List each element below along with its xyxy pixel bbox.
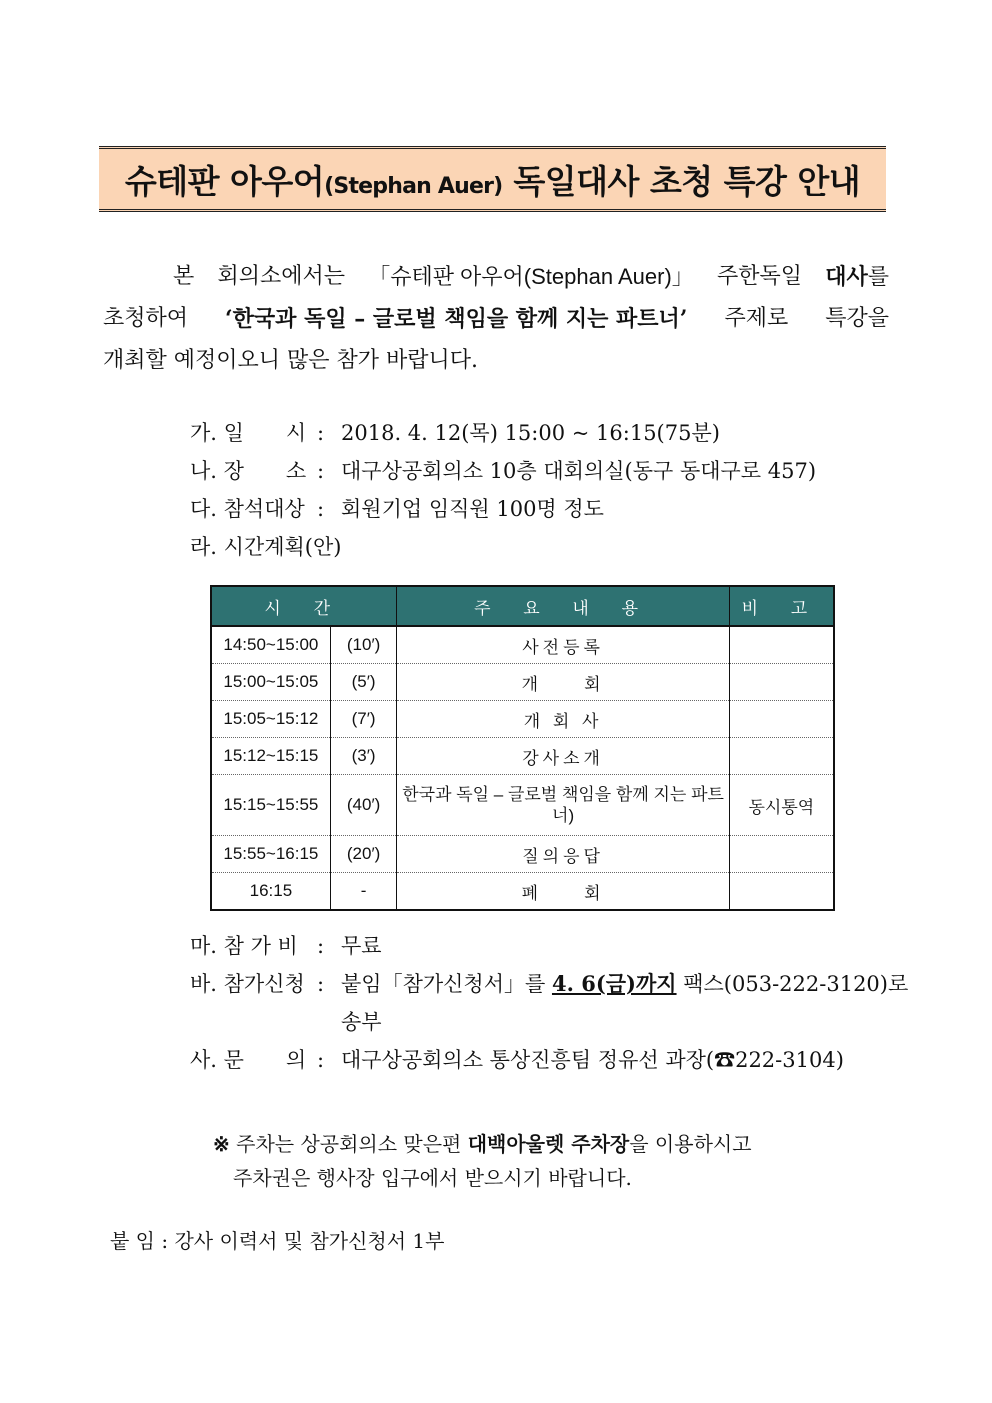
attachment-line: 붙 임 : 강사 이력서 및 참가신청서 1부: [110, 1229, 445, 1253]
row-note: [729, 626, 834, 664]
table-header-row: [211, 586, 834, 626]
row-note: [729, 738, 834, 775]
detail-value: 대구상공회의소 통상진흥팀 정유선 과장(☎222-3104): [341, 1048, 844, 1072]
title-part1: 슈테판 아우어: [124, 161, 325, 201]
event-details: [190, 417, 816, 569]
intro-word: 를: [867, 265, 889, 290]
row-duration: (40′): [330, 775, 397, 836]
row-duration: -: [330, 873, 397, 911]
detail-row-schedule: [190, 531, 816, 569]
row-content: 개 회 사: [397, 701, 729, 738]
note-mark: ※: [213, 1132, 230, 1156]
intro-word: 회의소에서는: [217, 264, 345, 289]
row-content: 개 회: [397, 664, 729, 701]
intro-closing: 개최할 예정이오니 많은 참가 바랍니다.: [103, 348, 478, 373]
table-row: [211, 701, 834, 738]
detail-key: 다. 참석대상: [190, 497, 305, 521]
table-row: [211, 664, 834, 701]
row-duration: (3′): [330, 738, 397, 775]
detail-row-datetime: 가. 일 시 : 2018. 4. 12(목) 15:00 ~ 16:15(75분): [190, 417, 816, 455]
detail-key: 나. 장 소: [190, 459, 307, 483]
note-text-2: 주차권은 행사장 입구에서 받으시기 바랍니다.: [233, 1166, 632, 1190]
intro-word: 주한독일: [717, 264, 803, 289]
row-duration: (20′): [330, 836, 397, 873]
detail-row-apply: 바. 참가신청 : 붙임「참가신청서」를 4. 6(금)까지 팩스(053-222-3120)로: [190, 968, 908, 1006]
schedule-table: [210, 585, 835, 911]
row-note: [729, 836, 834, 873]
row-content: 질의응답: [397, 836, 729, 873]
detail-value: 회원기업 임직원 100명 정도: [341, 497, 604, 521]
row-note: [729, 701, 834, 738]
detail-row-attendees: 다. 참석대상 : 회원기업 임직원 100명 정도: [190, 493, 816, 531]
row-time: 15:15~15:55: [211, 775, 330, 836]
parking-note: [213, 1127, 752, 1195]
detail-value: [341, 968, 908, 998]
detail-row-fee: 마. 참 가 비 : 무료: [190, 930, 908, 968]
detail-value: 2018. 4. 12(목) 15:00 ~ 16:15(75분): [341, 421, 720, 445]
detail-key: 사. 문 의: [190, 1048, 307, 1072]
speaker-name: 「슈테판 아우어(Stephan Auer)」: [368, 264, 694, 289]
speaker-title: 대사: [825, 264, 868, 290]
apply-text: 붙임「참가신청서」를: [341, 972, 552, 996]
detail-value: 무료: [341, 934, 382, 958]
detail-value: 대구상공회의소 10층 대회의실(동구 동대구로 457): [341, 459, 817, 483]
table-row: [211, 775, 834, 836]
detail-row-apply-cont: [190, 1006, 908, 1044]
title-part2: 독일대사 초청 특강 안내: [502, 161, 861, 201]
apply-fax: 팩스(053-222-3120)로: [676, 972, 909, 996]
title-banner: [99, 146, 886, 212]
detail-row-contact: 사. 문 의 : 대구상공회의소 통상진흥팀 정유선 과장(☎222-3104): [190, 1044, 908, 1082]
header-time: 시 간: [211, 586, 397, 626]
row-note: [729, 664, 834, 701]
detail-key: 바. 참가신청: [190, 972, 305, 996]
row-duration: (10′): [330, 626, 397, 664]
detail-key: 마. 참 가 비: [190, 934, 298, 958]
detail-key: 라. 시간계획(안): [190, 535, 342, 559]
intro-word: 본: [173, 264, 195, 289]
detail-row-venue: 나. 장 소 : 대구상공회의소 10층 대회의실(동구 동대구로 457): [190, 455, 816, 493]
apply-deadline: 4. 6(금)까지: [551, 971, 677, 996]
table-row: [211, 836, 834, 873]
table-row: [211, 738, 834, 775]
row-note: [729, 873, 834, 911]
row-content: 폐 회: [397, 873, 729, 911]
row-note: 동시통역: [729, 775, 834, 836]
row-content: 한국과 독일 – 글로벌 책임을 함께 지는 파트너): [397, 775, 729, 836]
row-content: 강사소개: [397, 738, 729, 775]
row-duration: (5′): [330, 664, 397, 701]
row-time: 14:50~15:00: [211, 626, 330, 664]
row-duration: (7′): [330, 701, 397, 738]
row-time: 15:00~15:05: [211, 664, 330, 701]
intro-word: 특강을: [825, 306, 889, 331]
note-text: 주차는 상공회의소 맞은편: [229, 1132, 468, 1156]
detail-value: 송부: [341, 1010, 382, 1034]
table-row: [211, 626, 834, 664]
header-note: 비 고: [729, 586, 834, 626]
row-content: 사전등록: [397, 626, 729, 664]
detail-key: 가. 일 시: [190, 421, 307, 445]
table-row: [211, 873, 834, 911]
parking-lot: 대백아울렛 주차장: [467, 1132, 630, 1156]
note-text: 을 이용하시고: [629, 1132, 752, 1156]
header-content: 주 요 내 용: [397, 586, 729, 626]
title-english: (Stephan Auer): [324, 173, 503, 199]
row-time: 15:55~16:15: [211, 836, 330, 873]
page-title: [125, 156, 860, 203]
row-time: 15:05~15:12: [211, 701, 330, 738]
intro-word: 초청하여: [103, 306, 189, 331]
event-details-2: [190, 930, 908, 1082]
row-time: 15:12~15:15: [211, 738, 330, 775]
intro-paragraph: [103, 256, 889, 382]
lecture-theme: ‘한국과 독일 – 글로벌 책임을 함께 지는 파트너’: [225, 306, 688, 332]
row-time: 16:15: [211, 873, 330, 911]
intro-word: 주제로: [724, 306, 789, 331]
